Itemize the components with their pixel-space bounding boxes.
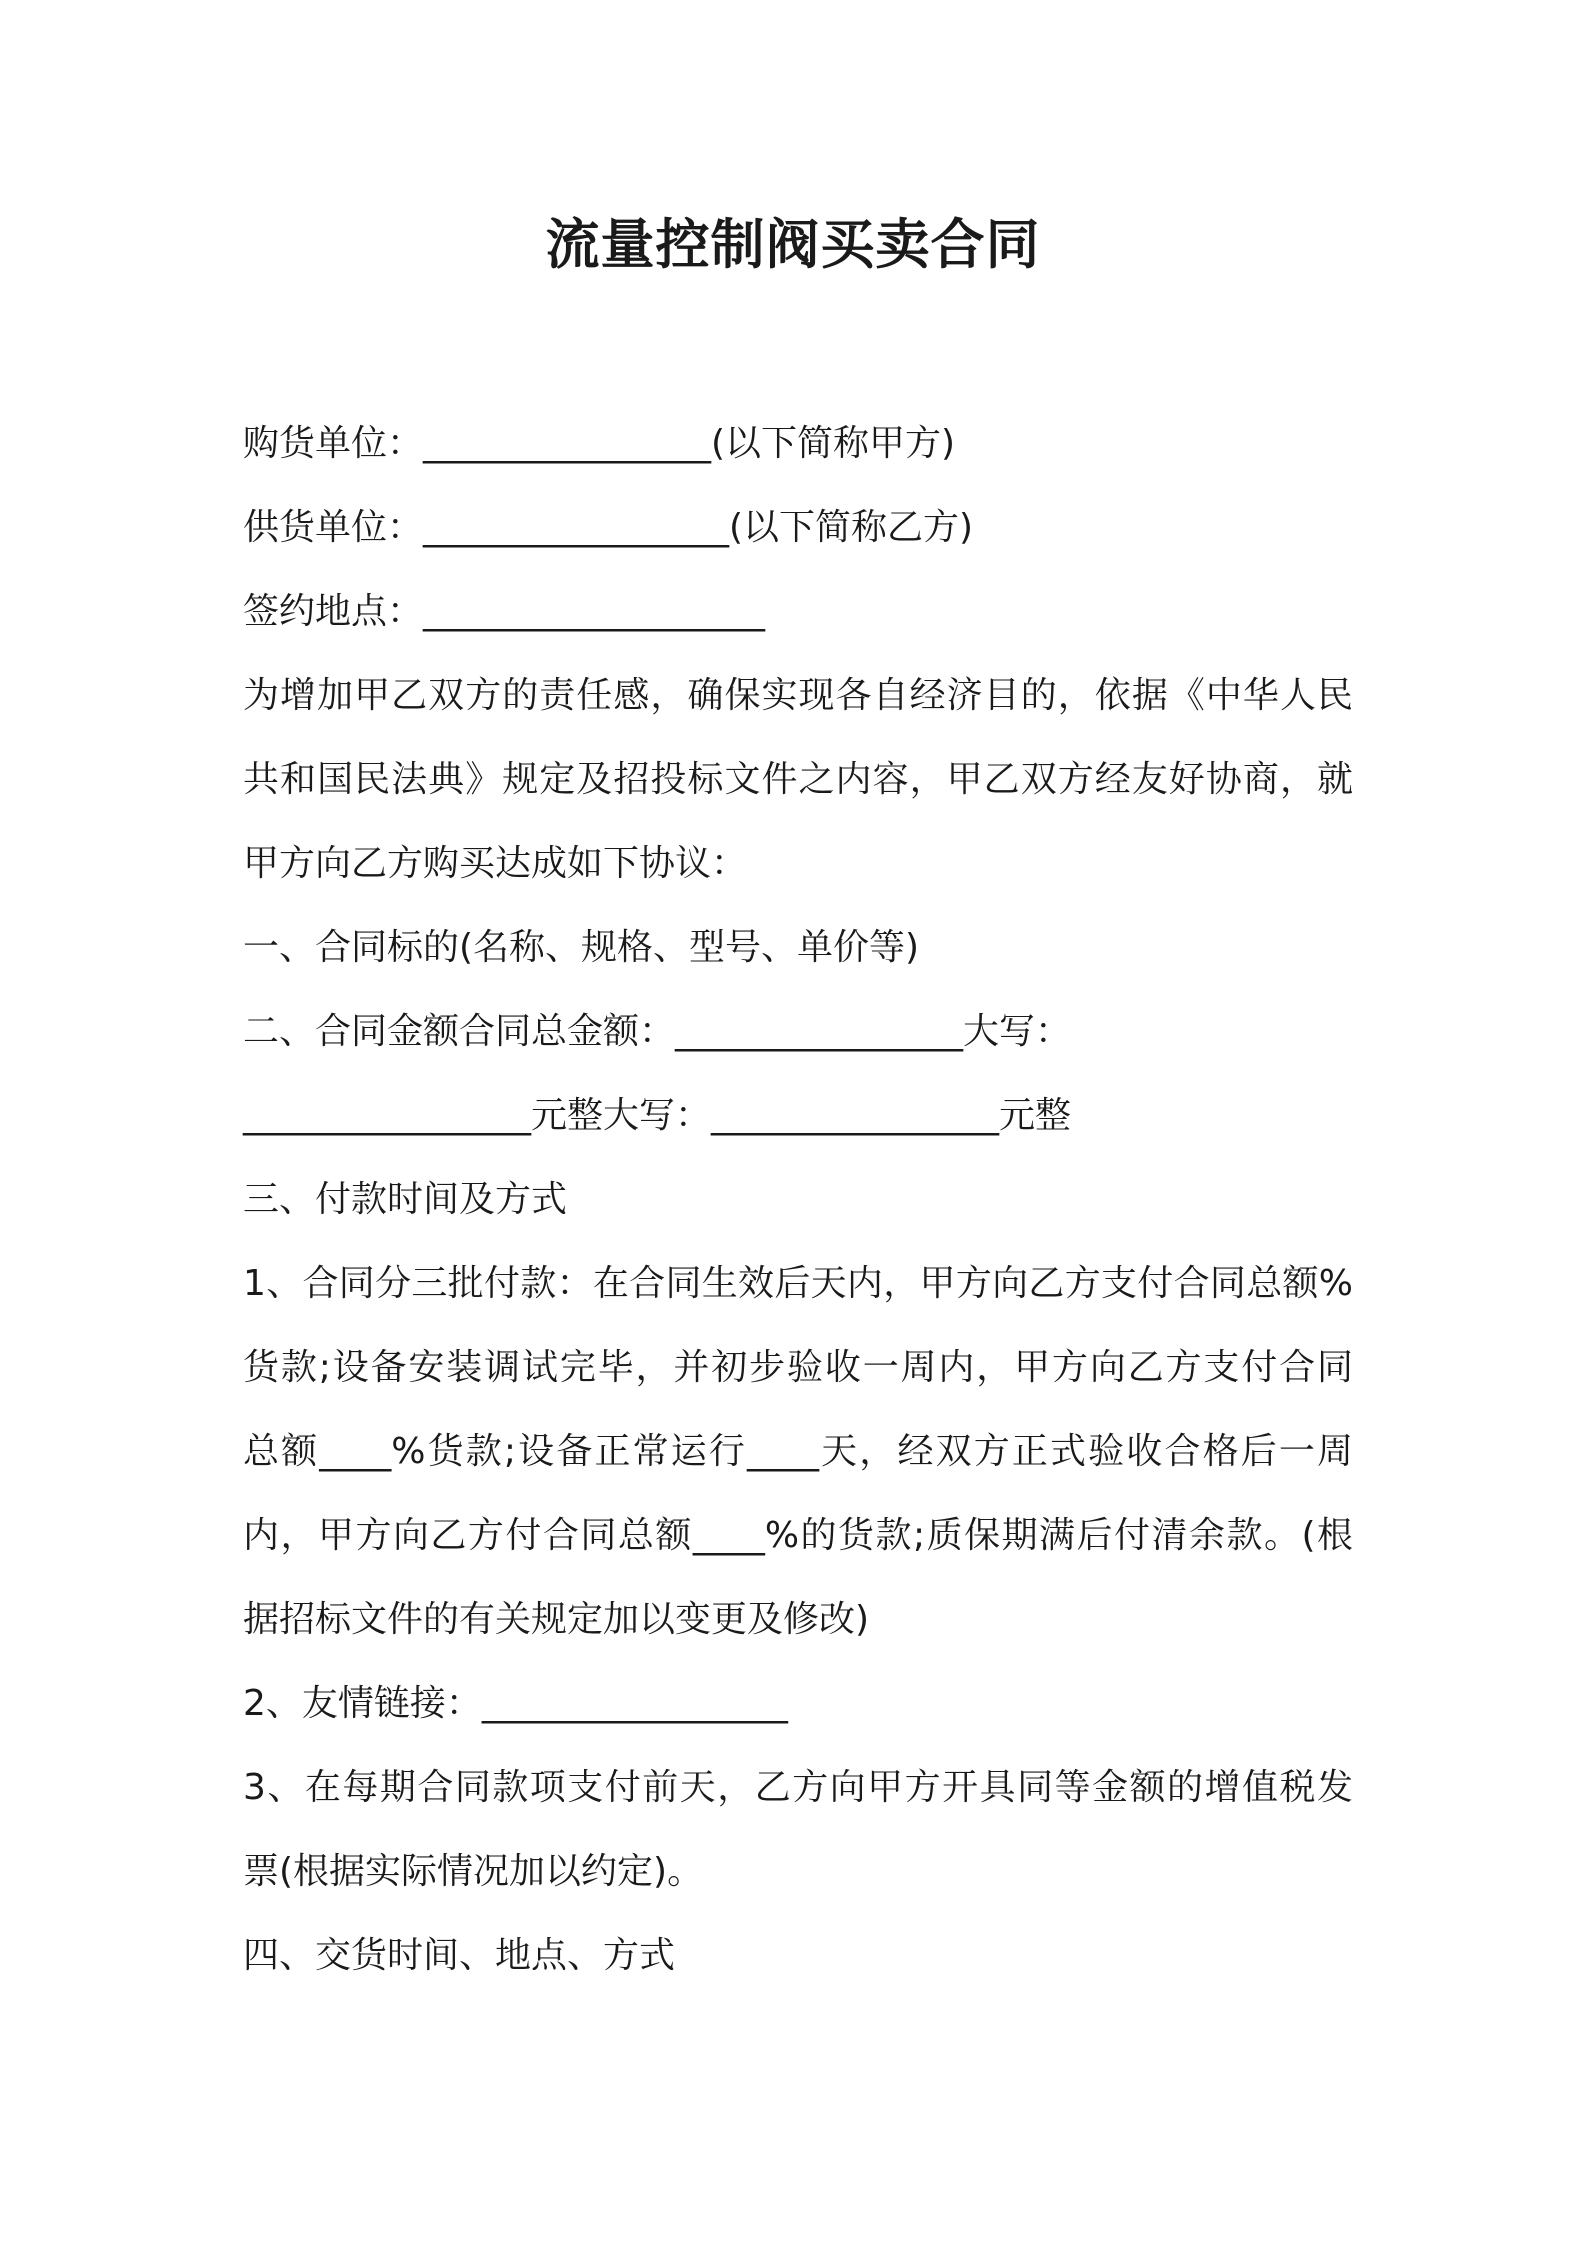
invoice-clause-line-2: 票(根据实际情况加以约定)。 <box>243 1851 704 1892</box>
preamble-line-3: 甲方向乙方购买达成如下协议： <box>243 843 748 884</box>
document-title: 流量控制阀买卖合同 <box>545 213 1041 276</box>
friendly-link-line: 2、友情链接：_________________ <box>243 1683 788 1724</box>
buyer-unit-line: 购货单位：________________(以下简称甲方) <box>243 423 956 464</box>
section-4-heading: 四、交货时间、地点、方式 <box>243 1935 676 1976</box>
signing-place-line: 签约地点：___________________ <box>243 591 766 632</box>
invoice-clause-line-1: 3、在每期合同款项支付前天，乙方向甲方开具同等金额的增值税发 <box>243 1767 1353 1808</box>
contract-body <box>243 402 1353 1998</box>
section-1-heading: 一、合同标的(名称、规格、型号、单价等) <box>243 927 920 968</box>
section-2-heading: 二、合同金额合同总金额：________________大写： <box>243 1011 1072 1052</box>
payment-clause-line-2: 货款;设备安装调试完毕，并初步验收一周内，甲方向乙方支付合同 <box>243 1347 1353 1388</box>
preamble-line-1: 为增加甲乙双方的责任感，确保实现各自经济目的，依据《中华人民 <box>243 675 1353 716</box>
payment-clause-line-4: 内，甲方向乙方付合同总额____%的货款;质保期满后付清余款。(根 <box>243 1515 1353 1556</box>
section-2-amount-line: ________________元整大写：________________元整 <box>243 1095 1072 1136</box>
section-3-heading: 三、付款时间及方式 <box>243 1179 568 1220</box>
preamble-line-2: 共和国民法典》规定及招投标文件之内容，甲乙双方经友好协商，就 <box>243 759 1353 800</box>
payment-clause-line-3: 总额____%货款;设备正常运行____天，经双方正式验收合格后一周 <box>243 1431 1353 1472</box>
payment-clause-line-1: 1、合同分三批付款：在合同生效后天内，甲方向乙方支付合同总额% <box>243 1263 1353 1304</box>
supplier-unit-line: 供货单位：_________________(以下简称乙方) <box>243 507 974 548</box>
payment-clause-line-5: 据招标文件的有关规定加以变更及修改) <box>243 1599 870 1640</box>
